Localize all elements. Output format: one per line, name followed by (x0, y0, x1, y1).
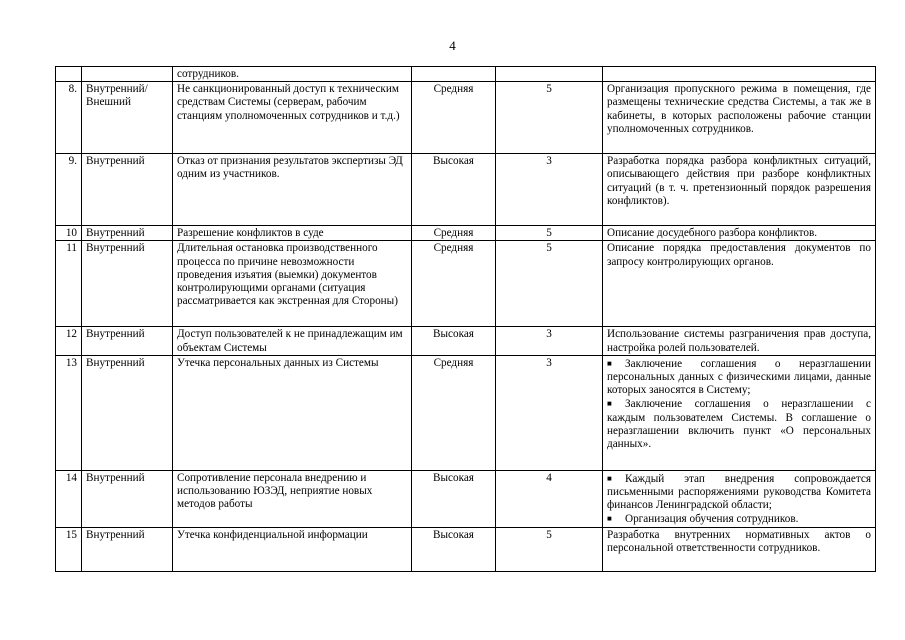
measure-text: Организация обучения сотрудников. (625, 513, 799, 526)
table-row (56, 82, 876, 154)
threat-description: Сопротивление персонала внедрению и использованию ЮЗЭД, неприятие новых методов работы (173, 470, 412, 527)
countermeasures (603, 154, 876, 226)
threat-score: 5 (496, 241, 603, 327)
threat-description: сотрудников. (173, 67, 412, 82)
row-number: 9. (56, 154, 82, 226)
threat-likelihood: Средняя (412, 241, 496, 327)
measure-item (607, 155, 871, 208)
page-number: 4 (449, 38, 456, 53)
table-row (56, 67, 876, 82)
bullet-square-icon: ■ (607, 514, 612, 524)
threat-source: Внутренний/ Внешний (82, 82, 173, 154)
measure-text: Организация пропускного режима в помещения, где размещены технические средства Системы, а так же в кабинеты, в которых расположены рабочие станции уполномоченных сотрудников. (607, 83, 871, 135)
bullet-square-icon: ■ (607, 358, 612, 368)
threat-likelihood: Высокая (412, 470, 496, 527)
table-row (56, 226, 876, 241)
row-number: 11 (56, 241, 82, 327)
row-number: 13 (56, 355, 82, 470)
measure-text: Каждый этап внедрения сопровождается письменными распоряжениями руководства Комитета финансов Ленинградской области; (607, 472, 871, 512)
measure-text: Заключение соглашения о неразглашении персональных данных с физическими лицами, данные которых заносятся в Систему; (607, 357, 871, 397)
measure-text: Описание порядка предоставления документов по запросу контролирующих органов. (607, 242, 871, 268)
threat-description: Утечка конфиденциальной информации (173, 527, 412, 571)
table-row (56, 527, 876, 571)
threat-description: Не санкционированный доступ к техническим средствам Системы (серверам, рабочим станциям уполномоченных сотрудников и т.д.) (173, 82, 412, 154)
threat-source: Внутренний (82, 327, 173, 355)
threat-likelihood (412, 67, 496, 82)
countermeasures (603, 470, 876, 527)
threat-source: Внутренний (82, 241, 173, 327)
measure-text: Разработка внутренних нормативных актов о персональной ответственности сотрудников. (607, 528, 871, 555)
threat-score: 5 (496, 82, 603, 154)
threat-score: 3 (496, 327, 603, 355)
threat-likelihood: Высокая (412, 327, 496, 355)
measure-item (607, 242, 871, 268)
bullet-square-icon: ■ (607, 473, 612, 483)
countermeasures (603, 82, 876, 154)
threat-source: Внутренний (82, 355, 173, 470)
threat-description: Утечка персональных данных из Системы (173, 355, 412, 470)
row-number: 10 (56, 226, 82, 241)
threat-score (496, 67, 603, 82)
threat-score: 5 (496, 226, 603, 241)
threat-likelihood: Средняя (412, 355, 496, 470)
measure-text: Описание досудебного разбора конфликтов. (607, 227, 818, 240)
measure-item (607, 227, 871, 240)
threat-description: Разрешение конфликтов в суде (173, 226, 412, 241)
table-row (56, 327, 876, 355)
threat-description: Длительная остановка производственного процесса по причине невозможности проведения изъятия (выемки) документов контролирующими органами (ситуация рассматривается как экстренная для Стороны) (173, 241, 412, 327)
measure-item (607, 472, 871, 513)
countermeasures (603, 327, 876, 355)
threat-likelihood: Средняя (412, 82, 496, 154)
measure-item (607, 328, 871, 354)
threat-source: Внутренний (82, 470, 173, 527)
measure-item (607, 397, 871, 451)
table-row (56, 355, 876, 470)
risk-table-body (56, 67, 876, 572)
threat-source: Внутренний (82, 226, 173, 241)
threat-score: 5 (496, 527, 603, 571)
row-number: 15 (56, 527, 82, 571)
row-number: 8. (56, 82, 82, 154)
threat-source: Внутренний (82, 154, 173, 226)
threat-score: 3 (496, 154, 603, 226)
row-number (56, 67, 82, 82)
countermeasures (603, 67, 876, 82)
threat-score: 4 (496, 470, 603, 527)
countermeasures (603, 226, 876, 241)
measure-text: Разработка порядка разбора конфликтных ситуаций, описывающего действия при разборе конфликтных ситуаций (в т. ч. претензионный порядок разрешения конфликтов). (607, 155, 871, 207)
table-row (56, 154, 876, 226)
threat-source: Внутренний (82, 527, 173, 571)
table-row (56, 470, 876, 527)
measure-item (607, 357, 871, 398)
risk-table (55, 66, 876, 572)
measure-item (607, 512, 871, 526)
measure-item (607, 83, 871, 136)
threat-likelihood: Высокая (412, 154, 496, 226)
row-number: 12 (56, 327, 82, 355)
measure-text: Использование системы разграничения прав доступа, настройка ролей пользователей. (607, 328, 871, 354)
measure-text: Заключение соглашения о неразглашении с каждым пользователем Системы. В соглашение о неразглашении включить пункт «О персональных данных». (607, 398, 871, 451)
measure-item (607, 529, 871, 555)
threat-likelihood: Высокая (412, 527, 496, 571)
bullet-square-icon: ■ (607, 399, 612, 409)
threat-score: 3 (496, 355, 603, 470)
countermeasures (603, 527, 876, 571)
table-row (56, 241, 876, 327)
threat-source (82, 67, 173, 82)
threat-description: Отказ от признания результатов экспертизы ЭД одним из участников. (173, 154, 412, 226)
row-number: 14 (56, 470, 82, 527)
threat-description: Доступ пользователей к не принадлежащим им объектам Системы (173, 327, 412, 355)
threat-likelihood: Средняя (412, 226, 496, 241)
countermeasures (603, 355, 876, 470)
countermeasures (603, 241, 876, 327)
